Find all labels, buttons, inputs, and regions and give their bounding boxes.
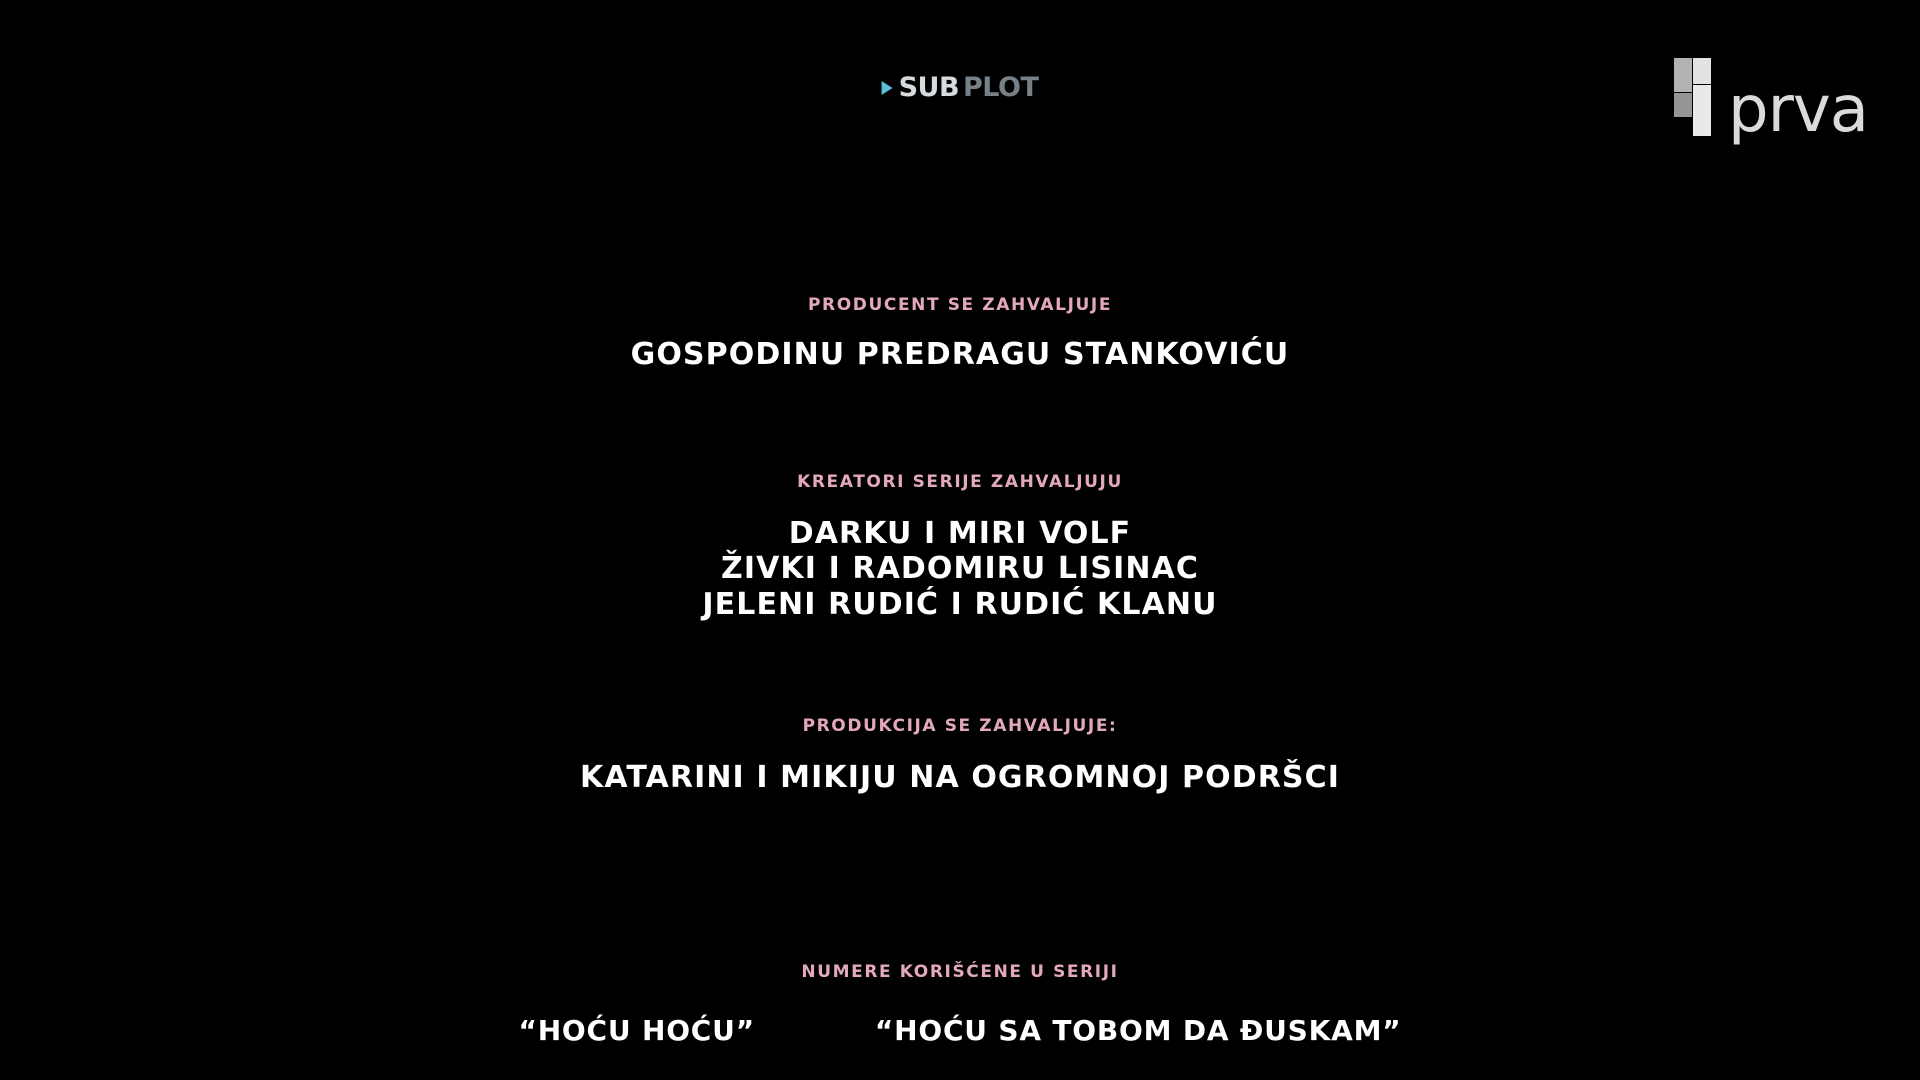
- credit-name: DARKU I MIRI VOLF: [788, 516, 1132, 551]
- credit-block-songs: [0, 962, 1920, 1047]
- credit-name: JELENI RUDIĆ I RUDIĆ KLANU: [702, 586, 1218, 622]
- song-title: “HOĆU SA TOBOM DA ĐUSKAM”: [874, 1014, 1402, 1047]
- credit-name: ŽIVKI I RADOMIRU LISINAC: [720, 551, 1200, 587]
- credit-block-producer-thanks: [0, 295, 1920, 372]
- credit-heading: KREATORI SERIJE ZAHVALJUJU: [797, 472, 1123, 492]
- credit-block-creators-thanks: [0, 472, 1920, 622]
- credit-heading: NUMERE KORIŠĆENE U SERIJI: [801, 962, 1119, 982]
- credit-heading: PRODUCENT SE ZAHVALJUJE: [807, 295, 1113, 315]
- credit-block-production-thanks: [0, 716, 1920, 795]
- credit-name: GOSPODINU PREDRAGU STANKOVIĆU: [630, 337, 1290, 372]
- prva-block-mark-icon: [1674, 58, 1720, 136]
- channel-logo-text: prva: [1727, 72, 1868, 147]
- channel-logo-prva: [1674, 58, 1868, 147]
- credit-heading: PRODUKCIJA SE ZAHVALJUJE:: [802, 716, 1118, 736]
- watermark-text-sub: SUB: [898, 72, 960, 103]
- subplot-watermark: [882, 72, 1039, 103]
- credit-name: KATARINI I MIKIJU NA OGROMNOJ PODRŠCI: [579, 760, 1340, 795]
- play-triangle-icon: [882, 81, 893, 95]
- song-title: “HOĆU HOĆU”: [518, 1014, 755, 1047]
- watermark-text-plot: PLOT: [963, 72, 1039, 103]
